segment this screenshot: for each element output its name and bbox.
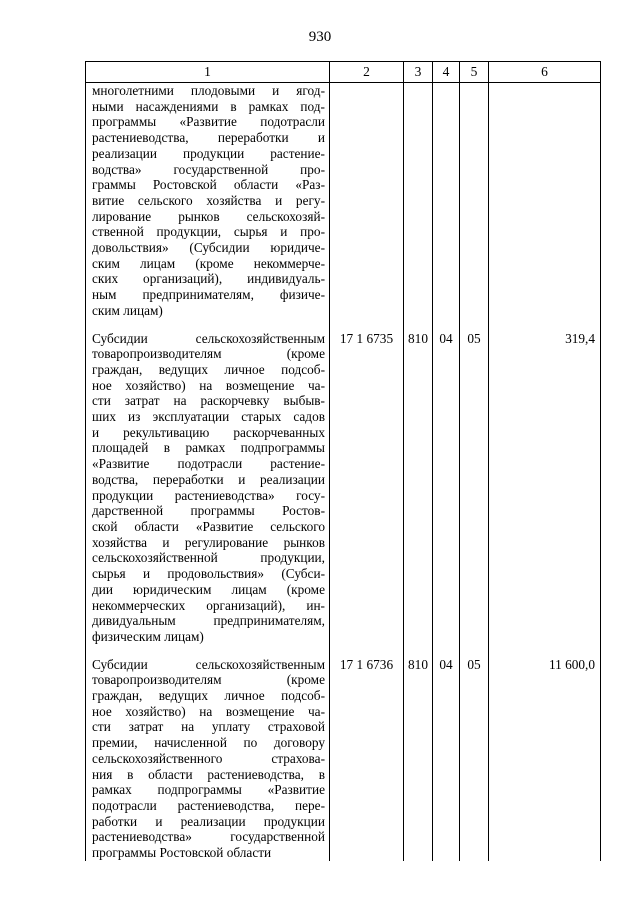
description-line: граждан, ведущих личное подсоб- (92, 688, 325, 704)
description-line: водства, переработки и реализации (92, 471, 325, 487)
description-line: рамках подпрограммы «Развитие (92, 782, 325, 798)
section-cell: 04 (433, 657, 460, 861)
budget-table (85, 61, 601, 861)
description-line: премии, начисленной по договору (92, 735, 325, 751)
description-line: сти затрат на уплату страховой (92, 719, 325, 735)
row-description (86, 331, 330, 645)
description-line: довольствия» (Субсидии юридиче- (92, 240, 325, 256)
column-header-4: 4 (433, 62, 460, 83)
subsection-cell (460, 83, 489, 319)
description-line: сельскохозяйственного страхова- (92, 750, 325, 766)
spacer-cell (489, 319, 601, 331)
spacer-cell (404, 319, 433, 331)
spacer-cell (433, 645, 460, 657)
amount-cell: 319,4 (489, 331, 601, 645)
description-line: подотрасли растениеводства, пере- (92, 797, 325, 813)
description-line: некоммерческих организаций), ин- (92, 597, 325, 613)
table-header (86, 62, 601, 83)
target-code-cell: 17 1 6735 (330, 331, 404, 645)
column-header-1: 1 (86, 62, 330, 83)
description-line: растениеводства» государственной (92, 829, 325, 845)
description-line: ским лицам (кроме некоммерче- (92, 255, 325, 271)
description-line: Субсидии сельскохозяйственным (92, 330, 325, 346)
description-line: ное хозяйство) на возмещение ча- (92, 703, 325, 719)
spacer-cell (460, 645, 489, 657)
amount-cell (489, 83, 601, 319)
amount-cell: 11 600,0 (489, 657, 601, 861)
page-number: 930 (308, 29, 332, 45)
spacer-cell (330, 319, 404, 331)
description-line: сельскохозяйственной продукции, (92, 550, 325, 566)
description-line: лирование рынков сельскохозяй- (92, 208, 325, 224)
spacer-cell (330, 645, 404, 657)
column-header-3: 3 (404, 62, 433, 83)
description-line: физическим лицам) (92, 628, 204, 644)
row-spacer (86, 319, 601, 331)
description-line: ными насаждениями в рамках под- (92, 98, 325, 114)
target-code-cell: 17 1 6736 (330, 657, 404, 861)
spacer-cell (489, 645, 601, 657)
description-line: ских организаций), индивидуаль- (92, 271, 325, 287)
description-line: дии юридическим лицам (кроме (92, 581, 325, 597)
description-line: хозяйства и регулирование рынков (92, 534, 325, 550)
spacer-cell (404, 645, 433, 657)
description-line: продукции растениеводства» госу- (92, 487, 325, 503)
description-line: программы Ростовской области (92, 845, 272, 861)
description-line: сти затрат на раскорчевку выбыв- (92, 393, 325, 409)
subsection-cell: 05 (460, 331, 489, 645)
description-line: многолетними плодовыми и ягод- (92, 83, 325, 98)
description-line: товаропроизводителям (кроме (92, 672, 325, 688)
description-line: растениеводства, переработки и (92, 130, 325, 146)
table-row (86, 657, 601, 861)
description-line: ской области «Развитие сельского (92, 518, 325, 534)
spacer-cell (86, 645, 330, 657)
row-spacer (86, 645, 601, 657)
description-line: «Развитие подотрасли растение- (92, 456, 325, 472)
column-header-6: 6 (489, 62, 601, 83)
row-description (86, 83, 330, 319)
description-line: программы «Развитие подотрасли (92, 114, 325, 130)
column-header-2: 2 (330, 62, 404, 83)
description-line: ших из эксплуатации старых садов (92, 409, 325, 425)
description-line: реализации продукции растение- (92, 145, 325, 161)
description-line: товаропроизводителям (кроме (92, 346, 325, 362)
table-row (86, 331, 601, 645)
description-line: ния в области растениеводства, в (92, 766, 325, 782)
section-cell: 04 (433, 331, 460, 645)
section-cell (433, 83, 460, 319)
spacer-cell (86, 319, 330, 331)
spacer-cell (460, 319, 489, 331)
description-line: сырья и продовольствия» (Субси- (92, 566, 325, 582)
description-line: ским лицам) (92, 302, 163, 318)
description-line: ное хозяйство) на возмещение ча- (92, 377, 325, 393)
description-line: граждан, ведущих личное подсоб- (92, 361, 325, 377)
subsection-cell: 05 (460, 657, 489, 861)
expense-type-cell: 810 (404, 331, 433, 645)
expense-type-cell: 810 (404, 657, 433, 861)
row-description (86, 657, 330, 861)
description-line: ственной продукции, сырья и про- (92, 224, 325, 240)
column-header-5: 5 (460, 62, 489, 83)
target-code-cell (330, 83, 404, 319)
description-line: водства» государственной про- (92, 161, 325, 177)
spacer-cell (433, 319, 460, 331)
table-row (86, 83, 601, 319)
description-line: граммы Ростовской области «Раз- (92, 177, 325, 193)
description-line: и рекультивацию раскорчеванных (92, 424, 325, 440)
description-line: дивидуальным предпринимателям, (92, 613, 325, 629)
expense-type-cell (404, 83, 433, 319)
description-line: Субсидии сельскохозяйственным (92, 656, 325, 672)
description-line: витие сельского хозяйства и регу- (92, 192, 325, 208)
description-line: работки и реализации продукции (92, 813, 325, 829)
description-line: площадей в рамках подпрограммы (92, 440, 325, 456)
description-line: ным предпринимателям, физиче- (92, 287, 325, 303)
description-line: дарственной программы Ростов- (92, 503, 325, 519)
